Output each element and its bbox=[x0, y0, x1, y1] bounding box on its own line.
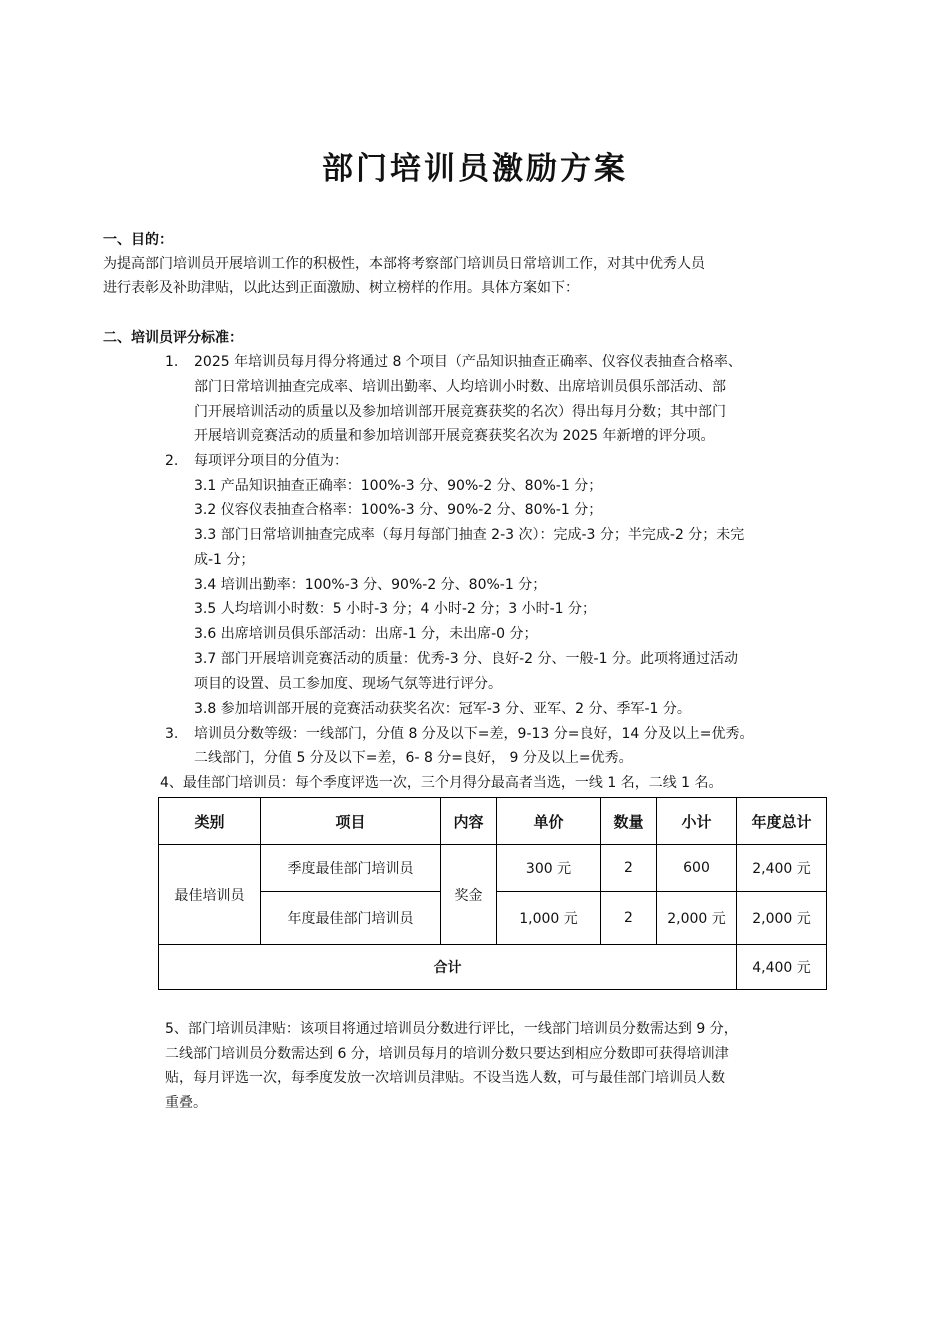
table-header-cell: 小计 bbox=[657, 798, 737, 845]
list-number-3: 3. bbox=[165, 726, 179, 742]
table-header-cell: 年度总计 bbox=[737, 798, 827, 845]
table-total-row bbox=[159, 945, 827, 990]
document-title: 部门培训员激励方案 bbox=[322, 151, 628, 187]
section1-line-2: 进行表彰及补助津贴，以此达到正面激励、树立榜样的作用。具体方案如下： bbox=[103, 280, 579, 296]
list-number-1: 1. bbox=[165, 354, 179, 370]
section5-line-4: 重叠。 bbox=[165, 1095, 207, 1111]
content-cell: 奖金 bbox=[441, 845, 497, 945]
annual-cell: 2,000 元 bbox=[737, 892, 827, 945]
table-header-cell: 项目 bbox=[261, 798, 441, 845]
item2-line-6: 3.4 培训出勤率：100%-3 分、90%-2 分、80%-1 分； bbox=[194, 577, 547, 593]
item2-line-4: 3.3 部门日常培训抽查完成率（每月每部门抽查 2-3 次）：完成-3 分；半完成-2 分；未完 bbox=[194, 527, 745, 543]
total-value-cell: 4,400 元 bbox=[737, 945, 827, 990]
total-label-cell: 合计 bbox=[159, 945, 737, 990]
item3-line-1: 培训员分数等级：一线部门，分值 8 分及以下=差，9-13 分=良好，14 分及以上=优秀。 bbox=[194, 726, 754, 742]
item2-line-1: 每项评分项目的分值为： bbox=[194, 453, 348, 469]
section1-heading: 一、目的： bbox=[103, 232, 173, 248]
item2-line-3: 3.2 仪容仪表抽查合格率：100%-3 分、90%-2 分、80%-1 分； bbox=[194, 502, 603, 518]
item2-line-11: 3.8 参加培训部开展的竞赛活动获奖名次：冠军-3 分、亚军、2 分、季军-1 分。 bbox=[194, 701, 691, 717]
item1-line-3: 门开展培训活动的质量以及参加培训部开展竞赛获奖的名次）得出每月分数；其中部门 bbox=[194, 404, 726, 420]
item-cell: 季度最佳部门培训员 bbox=[261, 845, 441, 892]
item3-line-2: 二线部门，分值 5 分及以下=差，6- 8 分=良好， 9 分及以上=优秀。 bbox=[194, 750, 633, 766]
qty-cell: 2 bbox=[601, 892, 657, 945]
item1-line-4: 开展培训竞赛活动的质量和参加培训部开展竞赛获奖名次为 2025 年新增的评分项。 bbox=[194, 428, 715, 444]
section5-line-1: 5、部门培训员津贴：该项目将通过培训员分数进行评比，一线部门培训员分数需达到 9 分， bbox=[165, 1021, 738, 1037]
category-cell: 最佳培训员 bbox=[159, 845, 261, 945]
qty-cell: 2 bbox=[601, 845, 657, 892]
table-header-cell: 内容 bbox=[441, 798, 497, 845]
subtotal-cell: 600 bbox=[657, 845, 737, 892]
item2-line-8: 3.6 出席培训员俱乐部活动：出席-1 分，未出席-0 分； bbox=[194, 626, 538, 642]
section1-line-1: 为提高部门培训员开展培训工作的积极性，本部将考察部门培训员日常培训工作，对其中优秀人员 bbox=[103, 256, 705, 272]
price-cell: 1,000 元 bbox=[497, 892, 601, 945]
item2-line-5: 成-1 分； bbox=[194, 552, 255, 568]
table-header-cell: 类别 bbox=[159, 798, 261, 845]
section2-heading: 二、培训员评分标准： bbox=[103, 330, 243, 346]
item4-line: 4、最佳部门培训员：每个季度评选一次，三个月得分最高者当选，一线 1 名，二线 1 名。 bbox=[160, 775, 723, 791]
section5-line-2: 二线部门培训员分数需达到 6 分，培训员每月的培训分数只要达到相应分数即可获得培训津 bbox=[165, 1046, 729, 1062]
item2-line-10: 项目的设置、员工参加度、现场气氛等进行评分。 bbox=[194, 676, 502, 692]
award-table bbox=[158, 797, 827, 990]
item-cell: 年度最佳部门培训员 bbox=[261, 892, 441, 945]
subtotal-cell: 2,000 元 bbox=[657, 892, 737, 945]
table-row bbox=[159, 845, 827, 892]
list-number-2: 2. bbox=[165, 453, 179, 469]
table-header-row bbox=[159, 798, 827, 845]
price-cell: 300 元 bbox=[497, 845, 601, 892]
table-header-cell: 单价 bbox=[497, 798, 601, 845]
item1-line-2: 部门日常培训抽查完成率、培训出勤率、人均培训小时数、出席培训员俱乐部活动、部 bbox=[194, 379, 726, 395]
item2-line-2: 3.1 产品知识抽查正确率：100%-3 分、90%-2 分、80%-1 分； bbox=[194, 478, 603, 494]
section5-line-3: 贴，每月评选一次，每季度发放一次培训员津贴。不设当选人数，可与最佳部门培训员人数 bbox=[165, 1070, 725, 1086]
item2-line-9: 3.7 部门开展培训竞赛活动的质量：优秀-3 分、良好-2 分、一般-1 分。此项将通过活动 bbox=[194, 651, 738, 667]
annual-cell: 2,400 元 bbox=[737, 845, 827, 892]
item1-line-1: 2025 年培训员每月得分将通过 8 个项目（产品知识抽查正确率、仪容仪表抽查合格率、 bbox=[194, 354, 742, 370]
table-header-cell: 数量 bbox=[601, 798, 657, 845]
item2-line-7: 3.5 人均培训小时数：5 小时-3 分；4 小时-2 分；3 小时-1 分； bbox=[194, 601, 597, 617]
